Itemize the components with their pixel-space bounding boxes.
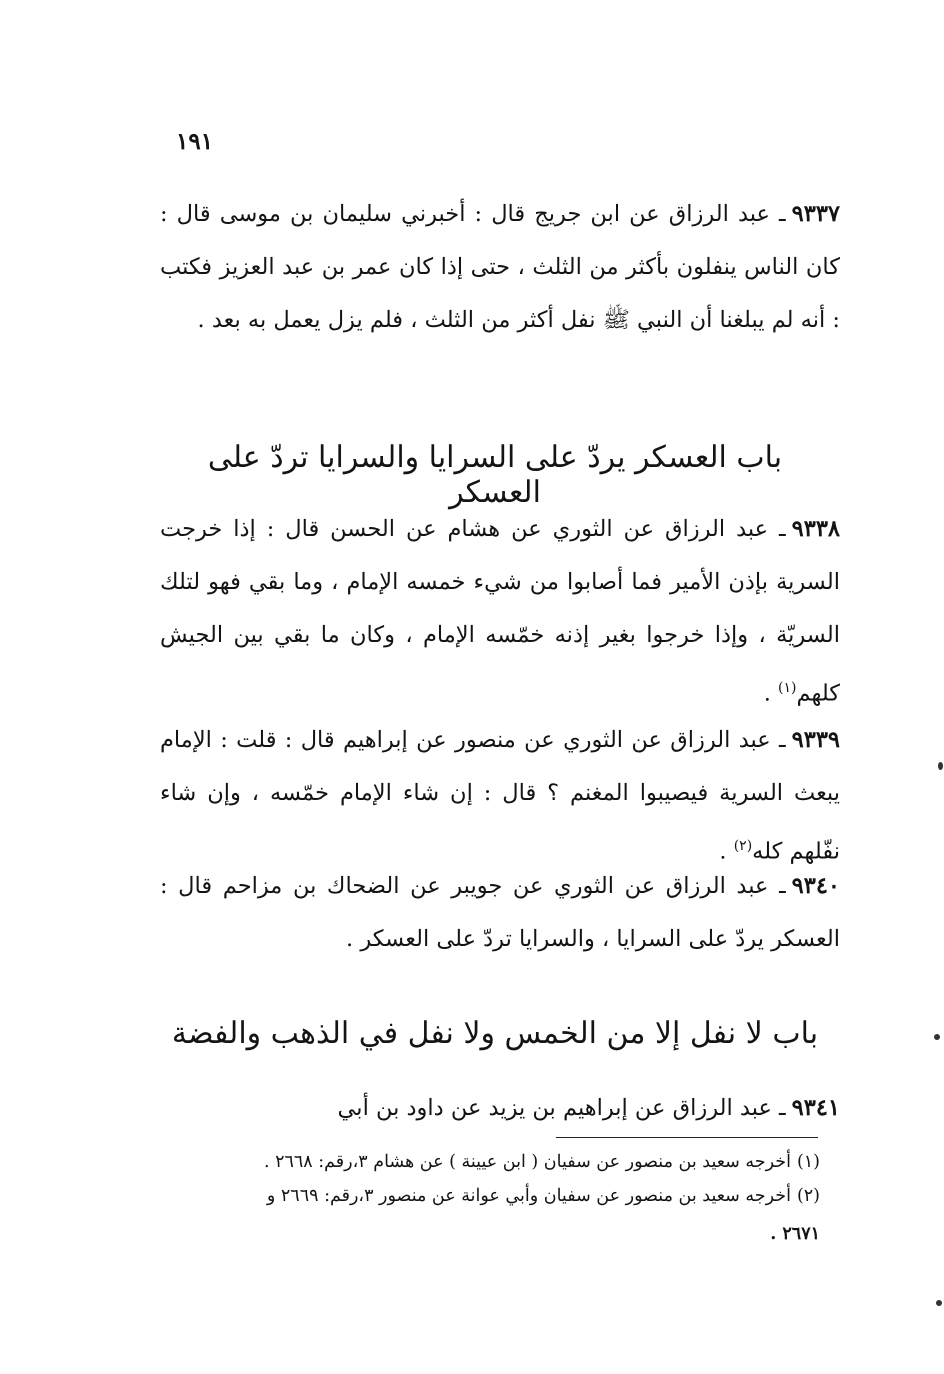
chapter-heading: باب العسكر يردّ على السرايا والسرايا تردّ على العسكر bbox=[207, 440, 783, 510]
scan-speck bbox=[934, 1034, 940, 1040]
hadith-number: ٩٣٤١ bbox=[791, 1095, 840, 1121]
footnote-text: أخرجه سعيد بن منصور عن سفيان وأبي عوانة عن منصور ٣،رقم: ٢٦٦٩ و bbox=[266, 1186, 791, 1206]
hadith-end: . bbox=[719, 838, 734, 865]
hadith-9339 bbox=[160, 714, 840, 879]
footnote-continuation: ٢٦٧١ . bbox=[770, 1224, 820, 1244]
scan-speck bbox=[938, 762, 943, 770]
hadith-text: ـ عبد الرزاق عن ابن جريج قال : أخبرني سليمان بن موسى قال : كان الناس ينفلون بأكثر من الثلث ، حتى إذا كان عمر بن عبد العزيز فكتب : أنه لم يبلغنا أن النبي ﷺ نفل أكثر من الثلث ، فلم يزل يعمل به بعد . bbox=[160, 201, 840, 333]
footnote-marker: (٢) bbox=[733, 838, 753, 854]
hadith-text: ـ عبد الرزاق عن الثوري عن جويبر عن الضحاك بن مزاحم قال : العسكر يردّ على السرايا ، والسرايا تردّ على العسكر . bbox=[160, 873, 840, 952]
hadith-number: ٩٣٣٨ bbox=[791, 516, 840, 542]
hadith-text: ـ عبد الرزاق عن الثوري عن هشام عن الحسن قال : إذا خرجت السرية بإذن الأمير فما أصابوا من شيء خمسه الإمام ، وما بقي فهو لتلك السريّة ، وإذا خرجوا بغير إذنه خمّسه الإمام ، وكان ما بقي بين الجيش كلهم bbox=[160, 516, 840, 707]
hadith-number: ٩٣٤٠ bbox=[791, 873, 840, 899]
footnote-number: (١) bbox=[796, 1152, 820, 1172]
hadith-9341 bbox=[160, 1082, 840, 1135]
hadith-text: ـ عبد الرزاق عن الثوري عن منصور عن إبراهيم قال : قلت : الإمام يبعث السرية فيصيبوا المغنم ؟ قال : إن شاء الإمام خمّسه ، وإن شاء نفّلهم كله bbox=[160, 727, 840, 865]
footnote-text: أخرجه سعيد بن منصور عن سفيان ( ابن عيينة ) عن هشام ٣،رقم: ٢٦٦٨ . bbox=[263, 1152, 791, 1172]
footnote-2 bbox=[120, 1180, 820, 1212]
hadith-9338 bbox=[160, 503, 840, 721]
hadith-9337 bbox=[160, 188, 840, 347]
footnote-number: (٢) bbox=[796, 1186, 820, 1206]
scan-speck bbox=[936, 1300, 942, 1306]
hadith-number: ٩٣٣٧ bbox=[791, 201, 840, 227]
hadith-number: ٩٣٣٩ bbox=[791, 727, 840, 753]
hadith-9340 bbox=[160, 860, 840, 966]
footnote-separator bbox=[556, 1137, 818, 1138]
hadith-end: . bbox=[763, 680, 779, 707]
page-number: ١٩١ bbox=[176, 128, 214, 155]
footnote-1 bbox=[120, 1146, 820, 1178]
chapter-heading: باب لا نفل إلا من الخمس ولا نفل في الذهب والفضة bbox=[171, 1016, 819, 1051]
hadith-text: ـ عبد الرزاق عن إبراهيم بن يزيد عن داود بن أبي bbox=[337, 1095, 786, 1121]
footnote-marker: (١) bbox=[778, 680, 797, 696]
